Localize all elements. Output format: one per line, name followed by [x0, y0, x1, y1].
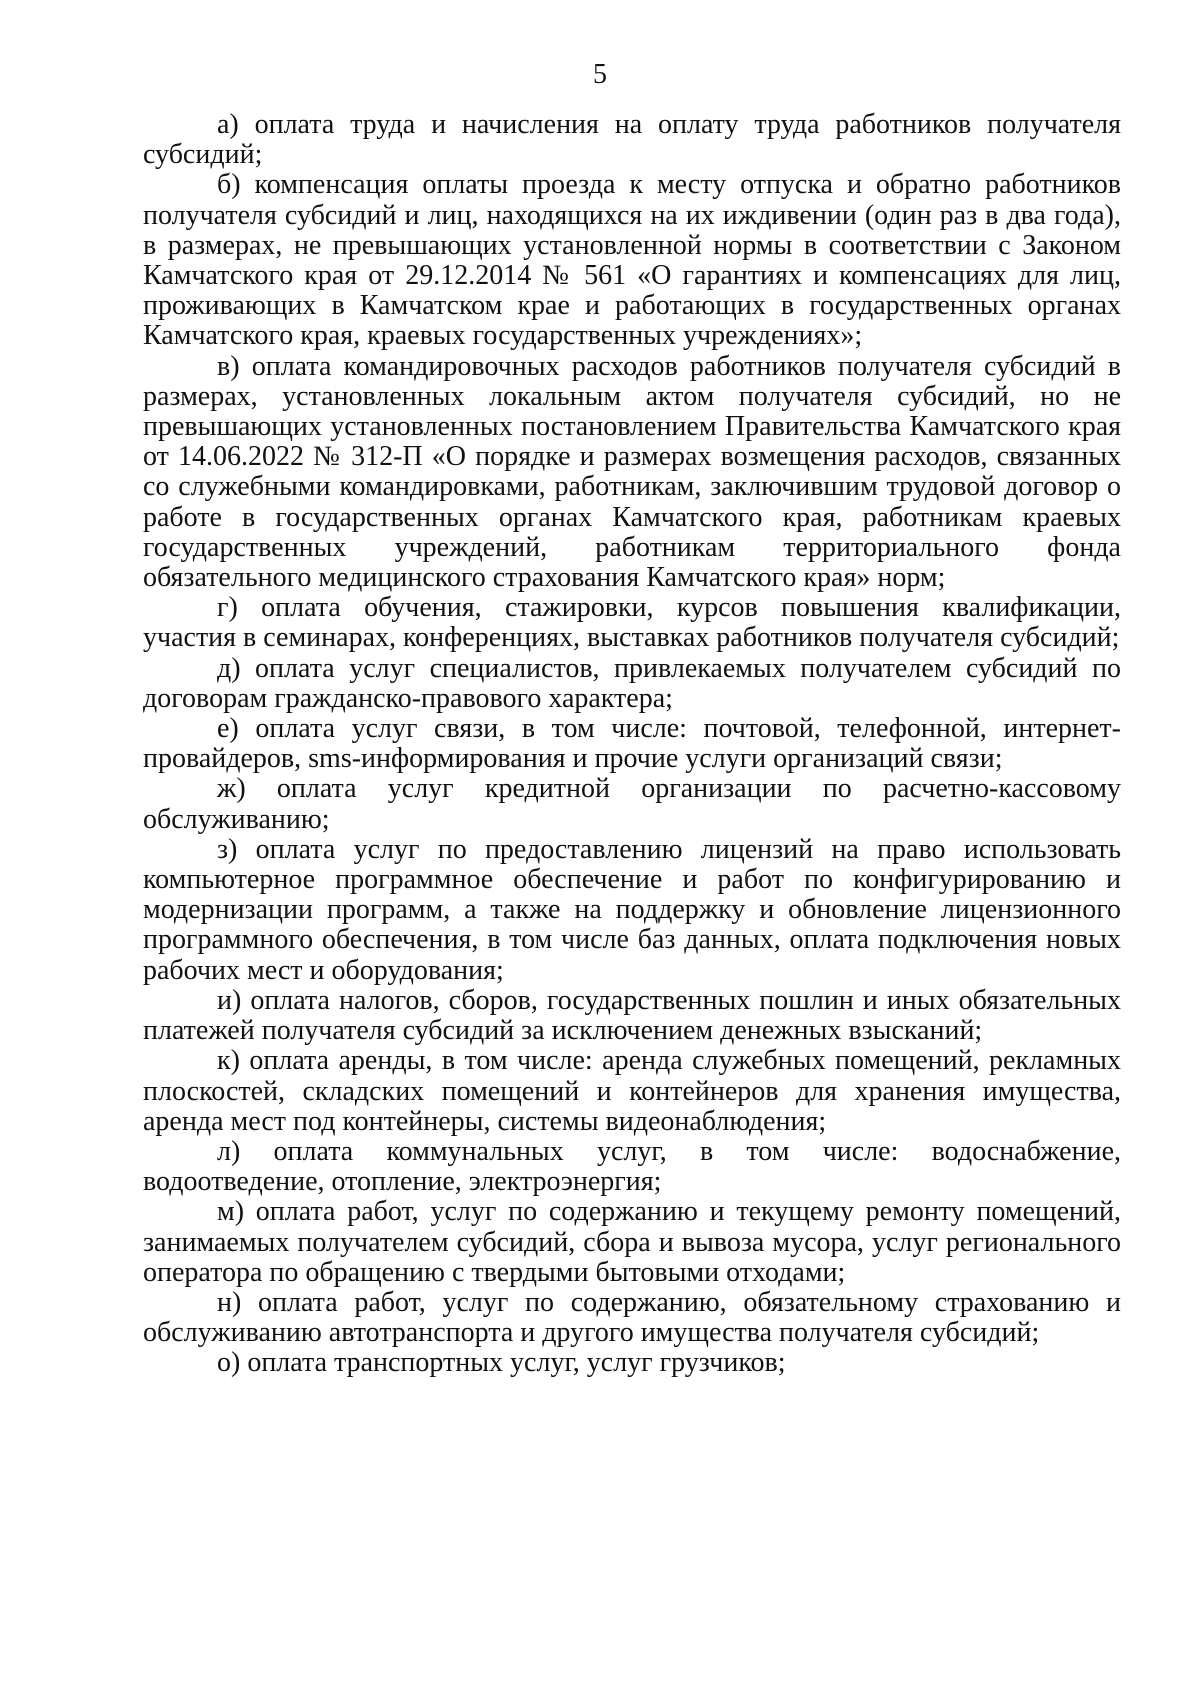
list-item-k: к) оплата аренды, в том числе: аренда служебных помещений, рекламных плоскостей, складских помещений и контейнеров для хранения имущества, аренда мест под контейнеры, системы видеонаблюдения;	[143, 1045, 1121, 1137]
list-item-g: г) оплата обучения, стажировки, курсов повышения квалификации, участия в семинарах, конференциях, выставках работников получателя субсидий;	[143, 592, 1121, 654]
list-item-i: и) оплата налогов, сборов, государственных пошлин и иных обязательных платежей получателя субсидий за исключением денежных взысканий;	[143, 984, 1121, 1047]
list-item-a: а) оплата труда и начисления на оплату труда работников получателя субсидий;	[143, 109, 1121, 171]
list-item-z: з) оплата услуг по предоставлению лицензий на право использовать компьютерное программное обеспечение и работ по конфигурированию и модернизации программ, а также на поддержку и обновление лицензионного программного обеспечения, в том числе баз данных, оплата подключения новых рабочих мест и оборудования;	[143, 833, 1121, 986]
list-item-l: л) оплата коммунальных услуг, в том числе: водоснабжение, водоотведение, отопление, электроэнергия;	[143, 1135, 1121, 1198]
list-item-o: о) оплата транспортных услуг, услуг грузчиков;	[217, 1347, 786, 1379]
list-item-m: м) оплата работ, услуг по содержанию и текущему ремонту помещений, занимаемых получателем субсидий, сбора и вывоза мусора, услуг регионального оператора по обращению с твердыми бытовыми отходами;	[143, 1196, 1121, 1288]
page-number: 5	[593, 59, 607, 90]
list-item-b: б) компенсация оплаты проезда к месту отпуска и обратно работников получателя субсидий и лиц, находящихся на их иждивении (один раз в два года), в размерах, не превышающих установленной нормы в соответствии с Законом Камчатского края от 29.12.2014 № 561 «О гарантиях и компенсациях для лиц, проживающих в Камчатском крае и работающих в государственных органах Камчатского края, краевых государственных учреждениях»;	[143, 169, 1121, 352]
list-item-v: в) оплата командировочных расходов работников получателя субсидий в размерах, установленных локальным актом получателя субсидий, но не превышающих установленных постановлением Правительства Камчатского края от 14.06.2022 № 312-П «О порядке и размерах возмещения расходов, связанных со служебными командировками, работникам, заключившим трудовой договор о работе в государственных органах Камчатского края, работникам краевых государственных учреждений, работникам территориального фонда обязательного медицинского страхования Камчатского края» норм;	[143, 350, 1121, 594]
document-body	[143, 110, 1121, 1379]
list-item-e: е) оплата услуг связи, в том числе: почтовой, телефонной, интернет-провайдеров, sms-информирования и прочие услуги организаций связи;	[143, 713, 1121, 775]
list-item-zh: ж) оплата услуг кредитной организации по расчетно-кассовому обслуживанию;	[143, 773, 1121, 835]
list-item-d: д) оплата услуг специалистов, привлекаемых получателем субсидий по договорам гражданско-правового характера;	[143, 652, 1121, 714]
list-item-n: н) оплата работ, услуг по содержанию, обязательному страхованию и обслуживанию автотранспорта и другого имущества получателя субсидий;	[143, 1286, 1121, 1349]
